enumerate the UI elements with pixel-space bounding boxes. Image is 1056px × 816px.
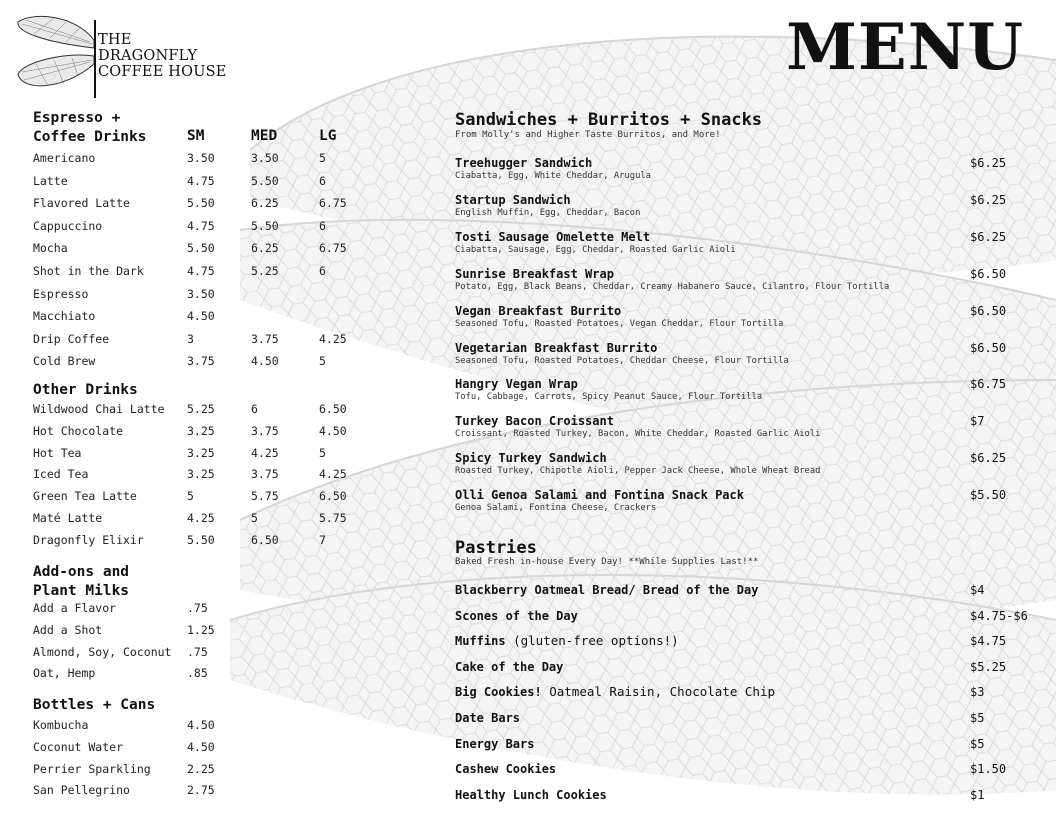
sandwich-price: $6.25 <box>970 451 1007 466</box>
item-name: Espresso <box>33 286 89 301</box>
pastry-price: $5.25 <box>970 659 1007 674</box>
pastry-price: $1.50 <box>970 762 1007 777</box>
addons-section-title <box>33 563 129 601</box>
price-lg: 4.25 <box>319 467 347 482</box>
pastries-title: Pastries <box>455 538 537 558</box>
logo-line-2: DRAGONFLY <box>98 48 198 64</box>
price-med: 5 <box>251 511 258 525</box>
pastry-item <box>455 583 758 597</box>
sandwich-description: Genoa Salami, Fontina Cheese, Crackers <box>455 503 657 514</box>
pastry-name: Cashew Cookies <box>455 762 557 777</box>
item-name: Oat, Hemp <box>33 666 96 681</box>
pastry-price: $5 <box>970 711 985 725</box>
price-lg: 5 <box>319 354 326 369</box>
price-med: 3.50 <box>251 151 279 165</box>
item-price: 2.75 <box>187 783 215 798</box>
addons-title-line-2: Plant Milks <box>33 583 130 599</box>
logo-line-3: COFFEE HOUSE <box>98 64 227 80</box>
price-med: 3.75 <box>251 467 279 482</box>
size-header-lg: LG <box>319 128 337 144</box>
logo-line-1: THE <box>98 32 132 48</box>
item-name: Shot in the Dark <box>33 264 144 278</box>
pastry-item <box>455 609 578 623</box>
price-sm: 3 <box>187 331 194 346</box>
pastry-name: Energy Bars <box>455 736 535 751</box>
item-name: Americano <box>33 151 96 165</box>
sandwich-name: Treehugger Sandwich <box>455 156 593 170</box>
item-price: 4.50 <box>187 718 215 732</box>
logo-text <box>98 32 227 80</box>
item-name: Iced Tea <box>33 467 89 482</box>
sandwich-price: $6.50 <box>970 340 1007 355</box>
item-name: Almond, Soy, Coconut <box>33 644 172 659</box>
price-med: 6.25 <box>251 241 279 256</box>
price-sm: 5.50 <box>187 196 215 211</box>
price-sm: 3.75 <box>187 354 215 369</box>
pastry-name: Scones of the Day <box>455 608 578 623</box>
pastry-name: Date Bars <box>455 711 521 725</box>
price-med: 4.25 <box>251 445 279 460</box>
item-name: Perrier Sparkling <box>33 761 151 776</box>
price-med: 5.75 <box>251 489 279 504</box>
item-price: .85 <box>187 666 208 681</box>
item-price: 1.25 <box>187 622 215 637</box>
price-med: 5.50 <box>251 218 279 233</box>
sandwich-description: Ciabatta, Sausage, Egg, Cheddar, Roasted Garlic Aioli <box>455 244 736 255</box>
price-sm: 5.50 <box>187 241 215 256</box>
price-med: 6 <box>251 402 258 416</box>
price-sm: 5 <box>187 489 194 504</box>
sandwich-name: Turkey Bacon Croissant <box>455 414 614 429</box>
pastry-price: $4 <box>970 583 985 597</box>
pastry-price: $4.75-$6 <box>970 608 1028 623</box>
item-price: 2.25 <box>187 761 215 776</box>
espresso-title-line-1: Espresso + <box>33 110 121 126</box>
item-name: Hot Tea <box>33 445 82 460</box>
item-name: Mocha <box>33 241 68 256</box>
pastry-item <box>455 660 563 674</box>
item-name: Wildwood Chai Latte <box>33 402 165 416</box>
sandwich-description: Ciabatta, Egg, White Cheddar, Arugula <box>455 171 651 181</box>
price-med: 6.50 <box>251 532 279 547</box>
pastry-note: Oatmeal Raisin, Chocolate Chip <box>541 684 775 700</box>
pastry-price: $5 <box>970 736 985 751</box>
item-price: .75 <box>187 644 208 659</box>
price-med: 3.75 <box>251 423 279 438</box>
price-lg: 6.75 <box>319 196 347 211</box>
sandwich-name: Vegan Breakfast Burrito <box>455 303 622 318</box>
price-sm: 3.25 <box>187 467 215 482</box>
sandwich-price: $5.50 <box>970 488 1007 503</box>
sandwich-description: Seasoned Tofu, Roasted Potatoes, Vegan Cheddar, Flour Tortilla <box>455 318 784 329</box>
pastry-item <box>455 788 607 802</box>
price-lg: 5.75 <box>319 511 347 525</box>
price-sm: 3.25 <box>187 445 215 460</box>
price-sm: 4.25 <box>187 511 215 525</box>
item-name: San Pellegrino <box>33 783 130 798</box>
pastry-note: (gluten-free options!) <box>505 633 679 649</box>
price-lg: 6.75 <box>319 241 347 256</box>
pastry-item <box>455 711 520 725</box>
sandwich-price: $7 <box>970 414 985 429</box>
sandwiches-subtitle: From Molly's and Higher Taste Burritos, and More! <box>455 130 721 140</box>
price-sm: 3.50 <box>187 286 215 301</box>
sandwich-price: $6.75 <box>970 377 1007 392</box>
price-lg: 4.25 <box>319 331 347 346</box>
item-price: .75 <box>187 601 208 615</box>
sandwich-name: Startup Sandwich <box>455 192 571 207</box>
sandwich-description: Tofu, Cabbage, Carrots, Spicy Peanut Sauce, Flour Tortilla <box>455 392 763 403</box>
sandwich-name: Hangry Vegan Wrap <box>455 377 578 392</box>
addons-title-line-1: Add-ons and <box>33 564 130 580</box>
price-med: 4.50 <box>251 354 279 369</box>
pastry-name: Cake of the Day <box>455 659 564 674</box>
item-name: Cappuccino <box>33 218 103 233</box>
price-lg: 5 <box>319 151 326 165</box>
item-price: 4.50 <box>187 739 215 754</box>
price-med: 5.50 <box>251 173 279 188</box>
price-sm: 4.50 <box>187 309 215 324</box>
pastry-item <box>455 634 679 648</box>
espresso-title-line-2: Coffee Drinks <box>33 129 147 145</box>
item-name: Kombucha <box>33 718 89 732</box>
price-lg: 6.50 <box>319 489 347 504</box>
item-name: Green Tea Latte <box>33 489 137 504</box>
page-title: MENU <box>786 10 1024 85</box>
price-med: 3.75 <box>251 331 279 346</box>
sandwich-description: English Muffin, Egg, Cheddar, Bacon <box>455 207 641 218</box>
item-name: Add a Flavor <box>33 601 117 615</box>
pastry-name: Big Cookies! <box>455 685 542 700</box>
sandwich-price: $6.25 <box>970 156 1007 170</box>
price-lg: 7 <box>319 532 326 547</box>
sandwich-description: Roasted Turkey, Chipotle Aioli, Pepper Jack Cheese, Whole Wheat Bread <box>455 466 821 477</box>
price-lg: 5 <box>319 445 326 460</box>
price-lg: 6 <box>319 218 326 233</box>
size-header-med: MED <box>251 128 278 144</box>
sandwich-price: $6.50 <box>970 303 1007 318</box>
item-name: Hot Chocolate <box>33 423 124 438</box>
item-name: Add a Shot <box>33 622 103 637</box>
sandwich-price: $6.25 <box>970 229 1007 244</box>
sandwich-description: Seasoned Tofu, Roasted Potatoes, Cheddar Cheese, Flour Tortilla <box>455 355 789 366</box>
pastry-item <box>455 762 556 776</box>
pastry-name: Healthy Lunch Cookies <box>455 787 607 802</box>
other-drinks-title: Other Drinks <box>33 382 138 398</box>
bottles-title: Bottles + Cans <box>33 697 156 713</box>
sandwich-price: $6.50 <box>970 266 1007 281</box>
item-name: Flavored Latte <box>33 196 130 211</box>
price-sm: 4.75 <box>187 218 215 233</box>
price-sm: 3.25 <box>187 423 215 438</box>
price-sm: 5.25 <box>187 402 215 416</box>
sandwiches-title: Sandwiches + Burritos + Snacks <box>455 110 763 130</box>
pastries-subtitle: Baked Fresh in-house Every Day! **While Supplies Last!** <box>455 557 759 567</box>
sandwich-name: Spicy Turkey Sandwich <box>455 451 607 466</box>
sandwich-name: Olli Genoa Salami and Fontina Snack Pack <box>455 488 744 503</box>
logo <box>14 12 244 102</box>
item-name: Latte <box>33 173 68 188</box>
price-med: 6.25 <box>251 196 279 211</box>
price-sm: 5.50 <box>187 532 215 547</box>
price-lg: 6 <box>319 264 326 278</box>
pastry-item <box>455 737 534 751</box>
price-lg: 6 <box>319 173 326 188</box>
sandwich-description: Croissant, Roasted Turkey, Bacon, White Cheddar, Roasted Garlic Aioli <box>455 429 821 440</box>
pastry-price: $4.75 <box>970 634 1007 649</box>
sandwich-name: Sunrise Breakfast Wrap <box>455 266 614 281</box>
price-lg: 4.50 <box>319 423 347 438</box>
item-name: Coconut Water <box>33 739 124 754</box>
item-name: Macchiato <box>33 309 96 324</box>
pastry-name: Blackberry Oatmeal Bread/ Bread of the Day <box>455 583 759 597</box>
price-sm: 4.75 <box>187 173 215 188</box>
price-sm: 4.75 <box>187 264 215 278</box>
sandwich-name: Vegetarian Breakfast Burrito <box>455 340 658 355</box>
item-name: Maté Latte <box>33 511 103 525</box>
price-med: 5.25 <box>251 264 279 278</box>
pastry-price: $1 <box>970 787 985 802</box>
item-name: Drip Coffee <box>33 331 110 346</box>
pastry-name: Muffins <box>455 634 506 649</box>
price-sm: 3.50 <box>187 151 215 165</box>
sandwich-description: Potato, Egg, Black Beans, Cheddar, Creamy Habanero Sauce, Cilantro, Flour Tortilla <box>455 281 890 292</box>
pastry-price: $3 <box>970 685 985 700</box>
sandwich-name: Tosti Sausage Omelette Melt <box>455 229 651 244</box>
item-name: Cold Brew <box>33 354 96 369</box>
dragonfly-wings-icon <box>14 12 98 102</box>
item-name: Dragonfly Elixir <box>33 532 144 547</box>
size-header-sm: SM <box>187 128 205 144</box>
espresso-section-title <box>33 109 147 147</box>
price-lg: 6.50 <box>319 402 347 416</box>
pastry-item <box>455 685 775 699</box>
sandwich-price: $6.25 <box>970 192 1007 207</box>
